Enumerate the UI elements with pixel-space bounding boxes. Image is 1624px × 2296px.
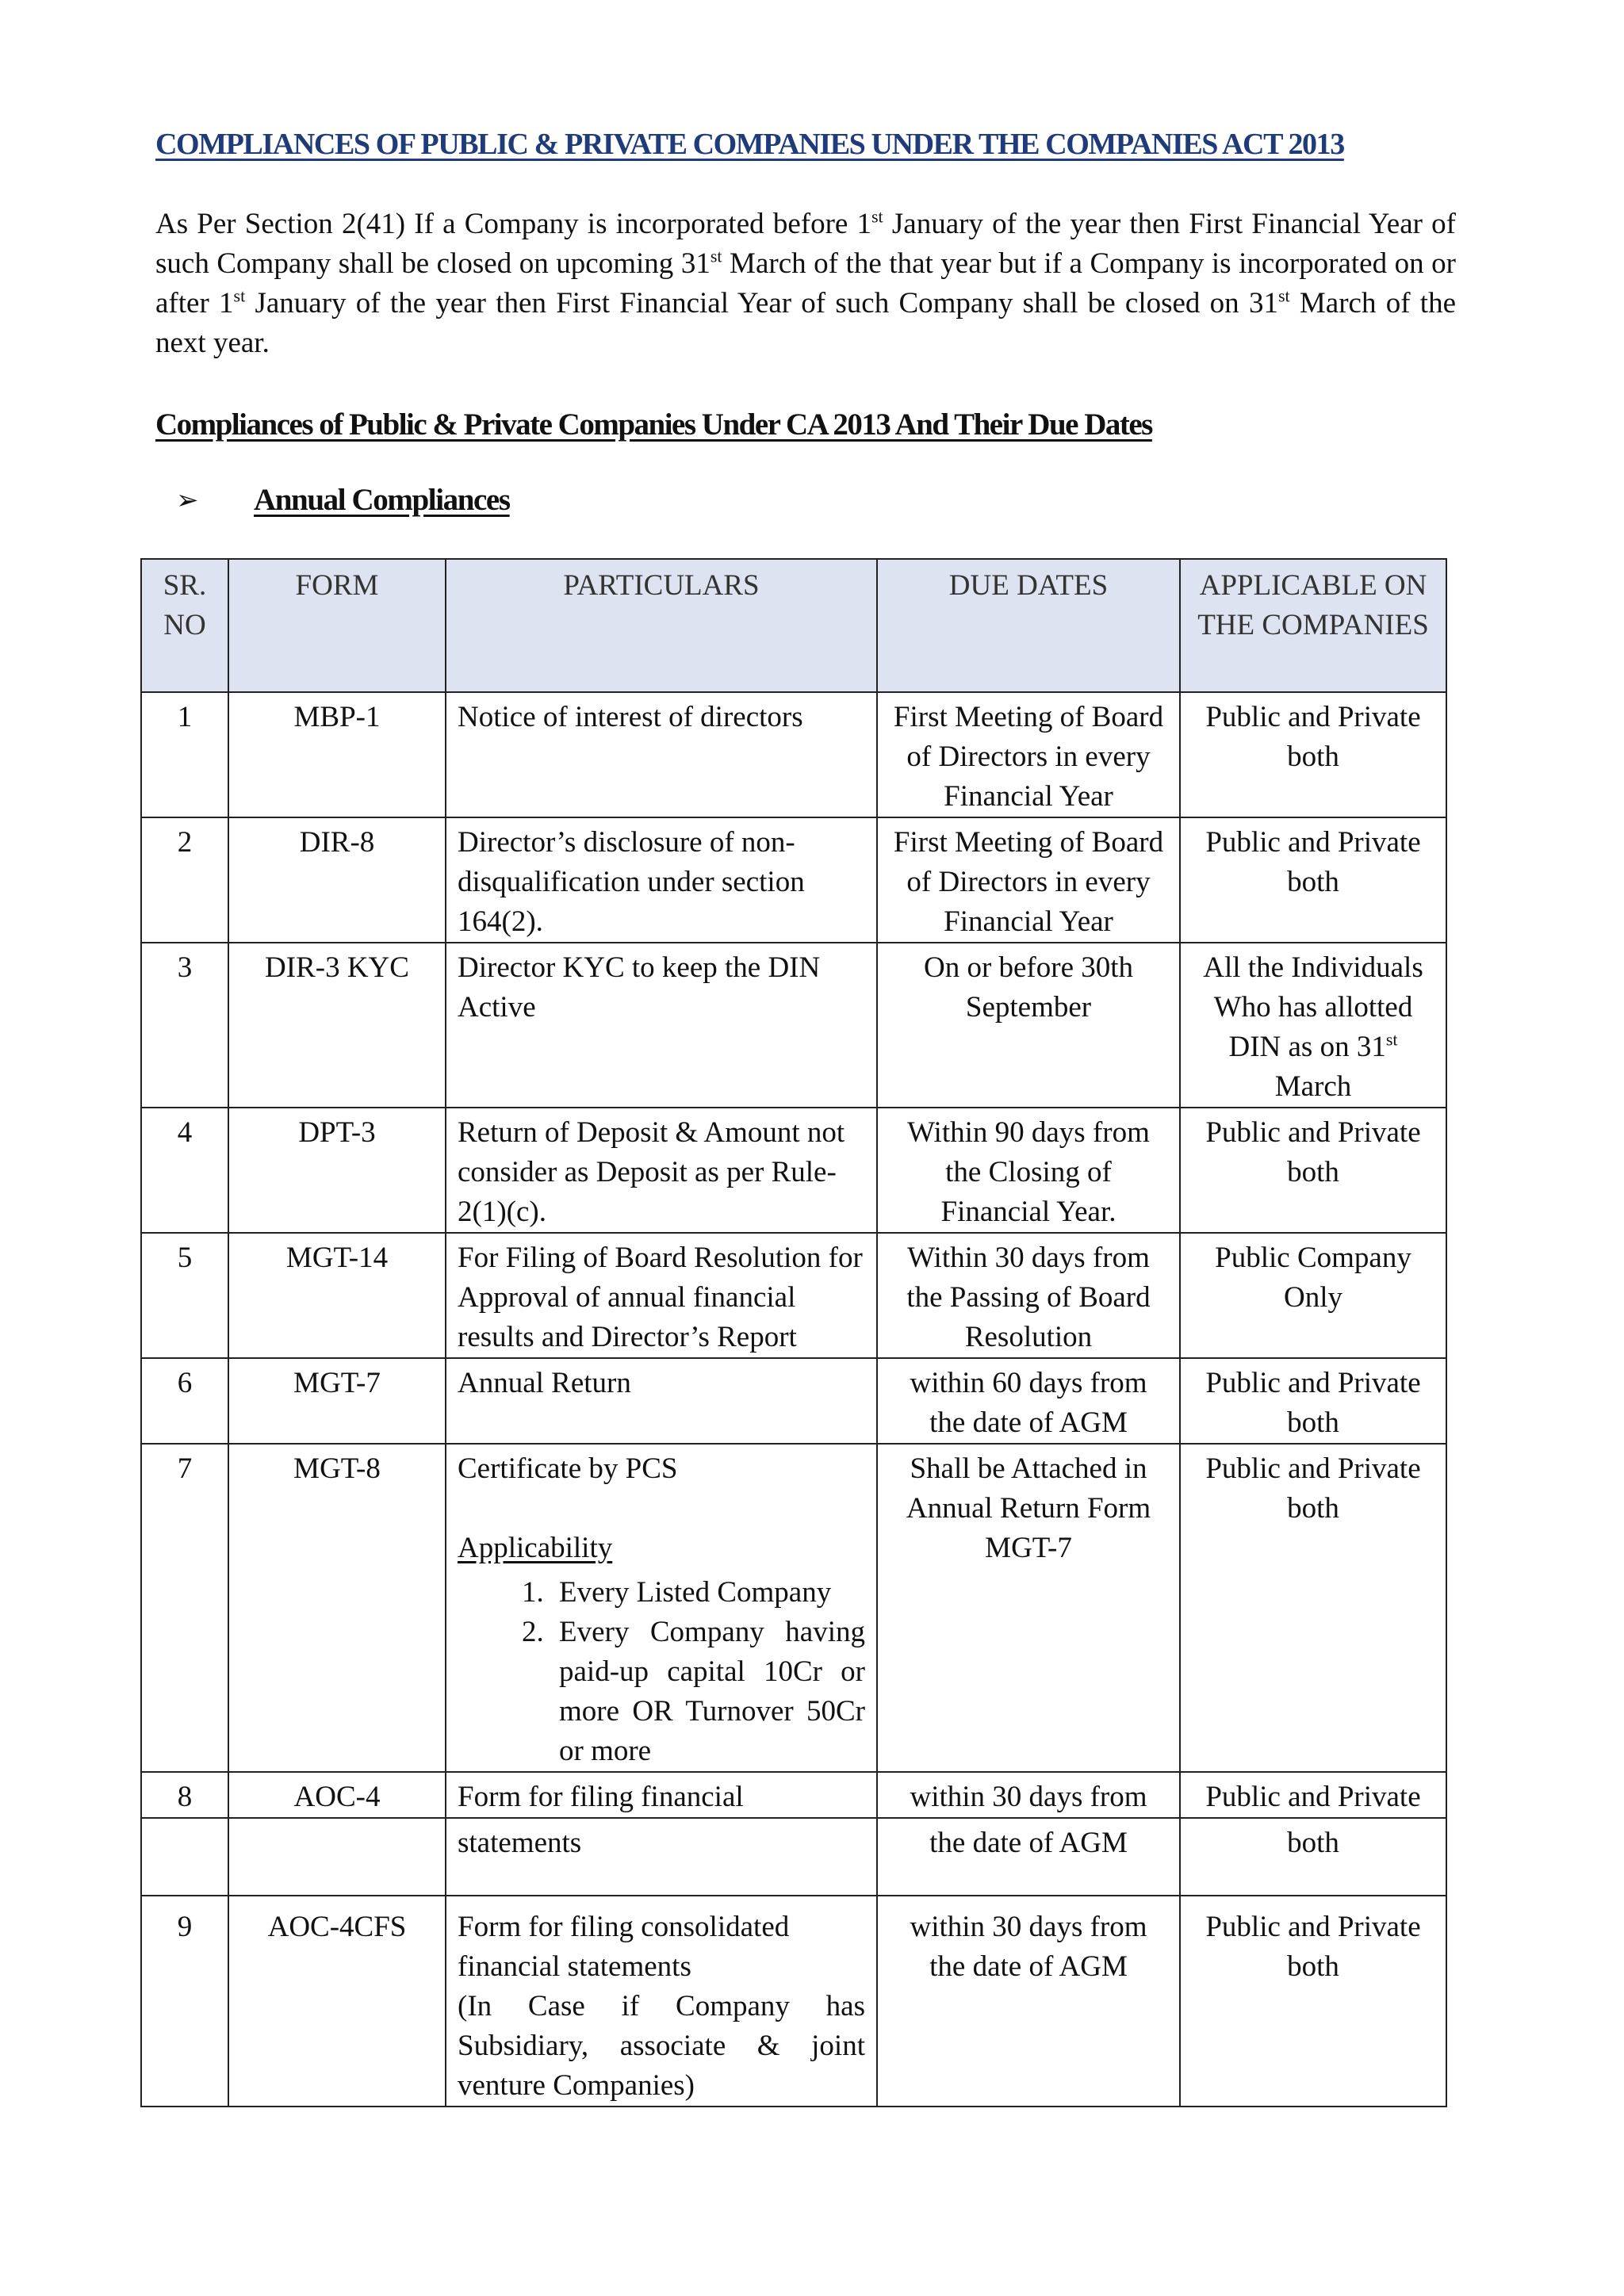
cell-sr: 9 (141, 1896, 228, 2107)
cell-form: MGT-8 (228, 1444, 446, 1772)
cell-form: DIR-3 KYC (228, 943, 446, 1108)
cell-form: MBP-1 (228, 692, 446, 817)
intro-text: March of the next year. (155, 287, 1456, 359)
cell-sr (141, 1818, 228, 1896)
cell-applicable: Public and Private both (1180, 692, 1446, 817)
cell-form (228, 1818, 446, 1896)
cell-particulars: Annual Return (446, 1358, 877, 1444)
table-row (141, 943, 1446, 1108)
cell-sr: 6 (141, 1358, 228, 1444)
table-row (141, 1358, 1446, 1444)
intro-text: As Per Section 2(41) If a Company is incorporated before 1 (155, 208, 871, 240)
cell-due-date: Within 90 days from the Closing of Financial Year. (877, 1108, 1180, 1233)
cell-particulars: Director’s disclosure of non-disqualification under section 164(2). (446, 817, 877, 943)
cell-form: MGT-14 (228, 1233, 446, 1358)
table-row (141, 692, 1446, 817)
intro-superscript: st (233, 285, 246, 306)
table-row (141, 1233, 1446, 1358)
cell-particulars: Form for filing financial (446, 1772, 877, 1818)
cell-due-date: First Meeting of Board of Directors in every Financial Year (877, 692, 1180, 817)
section-heading: Compliances of Public & Private Companies Under CA 2013 And Their Due Dates (155, 408, 1152, 442)
cell-due-date: On or before 30th September (877, 943, 1180, 1108)
particulars-note: (In Case if Company has Subsidiary, associate & joint venture Companies) (458, 1990, 865, 2102)
cell-particulars: For Filing of Board Resolution for Approval of annual financial results and Director’s Report (446, 1233, 877, 1358)
cell-applicable: Public and Private both (1180, 817, 1446, 943)
cell-applicable: Public and Private both (1180, 1108, 1446, 1233)
applicability-list (458, 1573, 865, 1771)
arrow-bullet-icon: ➢ (176, 484, 199, 516)
cell-particulars: statements (446, 1818, 877, 1896)
list-item: 2. Every Company having paid-up capital 10Cr or more OR Turnover 50Cr or more (551, 1613, 865, 1771)
cell-applicable: both (1180, 1818, 1446, 1896)
cell-applicable: Public Company Only (1180, 1233, 1446, 1358)
applicability-label: Applicability (458, 1532, 613, 1564)
intro-superscript: st (710, 246, 722, 266)
cell-due-date: Shall be Attached in Annual Return Form MGT-7 (877, 1444, 1180, 1772)
intro-text: January of the year then First Financial Year of such Company shall be closed on 31 (245, 287, 1278, 320)
cell-sr: 8 (141, 1772, 228, 1818)
cell-due-date: Within 30 days from the Passing of Board Resolution (877, 1233, 1180, 1358)
cell-applicable: Public and Private both (1180, 1358, 1446, 1444)
header-form: FORM (228, 559, 446, 692)
cell-particulars (446, 1896, 877, 2107)
applicable-superscript: st (1385, 1029, 1398, 1050)
cell-form: DPT-3 (228, 1108, 446, 1233)
table-row (141, 1772, 1446, 1818)
table-header-row (141, 559, 1446, 692)
cell-due-date: within 30 days from the date of AGM (877, 1896, 1180, 2107)
cell-applicable: Public and Private both (1180, 1896, 1446, 2107)
cell-particulars: Notice of interest of directors (446, 692, 877, 817)
table-row (141, 817, 1446, 943)
cell-sr: 1 (141, 692, 228, 817)
cell-form: AOC-4 (228, 1772, 446, 1818)
cell-due-date: First Meeting of Board of Directors in every Financial Year (877, 817, 1180, 943)
compliance-table (140, 558, 1447, 2107)
table-row (141, 1896, 1446, 2107)
document-title: COMPLIANCES OF PUBLIC & PRIVATE COMPANIES UNDER THE COMPANIES ACT 2013 (155, 128, 1344, 161)
header-due-dates: DUE DATES (877, 559, 1180, 692)
particulars-text: Form for filing consolidated financial statements (458, 1911, 790, 1983)
cell-applicable: Public and Private (1180, 1772, 1446, 1818)
list-item: 1. Every Listed Company (551, 1573, 865, 1613)
cell-applicable: Public and Private both (1180, 1444, 1446, 1772)
cell-due-date: within 60 days from the date of AGM (877, 1358, 1180, 1444)
annual-compliances-label: Annual Compliances (254, 483, 510, 517)
cell-form: AOC-4CFS (228, 1896, 446, 2107)
cell-particulars: Return of Deposit & Amount not consider as Deposit as per Rule-2(1)(c). (446, 1108, 877, 1233)
intro-superscript: st (871, 206, 883, 227)
intro-paragraph (155, 205, 1456, 363)
cell-sr: 3 (141, 943, 228, 1108)
cell-form: DIR-8 (228, 817, 446, 943)
cell-particulars: Director KYC to keep the DIN Active (446, 943, 877, 1108)
cell-sr: 4 (141, 1108, 228, 1233)
table-row (141, 1444, 1446, 1772)
header-sr-no: SR. NO (141, 559, 228, 692)
annual-compliances-heading (176, 482, 510, 518)
intro-text: January of the year then First Financial Year of such Company shall be closed on upcoming 31 (155, 208, 1456, 280)
cell-sr: 5 (141, 1233, 228, 1358)
header-applicable: APPLICABLE ON THE COMPANIES (1180, 559, 1446, 692)
cell-sr: 7 (141, 1444, 228, 1772)
intro-text: March of the that year but if a Company is incorporated on or after 1 (155, 247, 1456, 320)
particulars-text: Certificate by PCS (458, 1452, 678, 1485)
cell-particulars (446, 1444, 877, 1772)
table-row (141, 1818, 1446, 1896)
cell-due-date: within 30 days from (877, 1772, 1180, 1818)
cell-form: MGT-7 (228, 1358, 446, 1444)
applicable-text: All the Individuals Who has allotted DIN as on 31 (1203, 951, 1423, 1063)
cell-due-date: the date of AGM (877, 1818, 1180, 1896)
table-row (141, 1108, 1446, 1233)
cell-sr: 2 (141, 817, 228, 943)
applicable-text: March (1274, 1070, 1352, 1103)
intro-superscript: st (1277, 285, 1290, 306)
header-particulars: PARTICULARS (446, 559, 877, 692)
cell-applicable (1180, 943, 1446, 1108)
